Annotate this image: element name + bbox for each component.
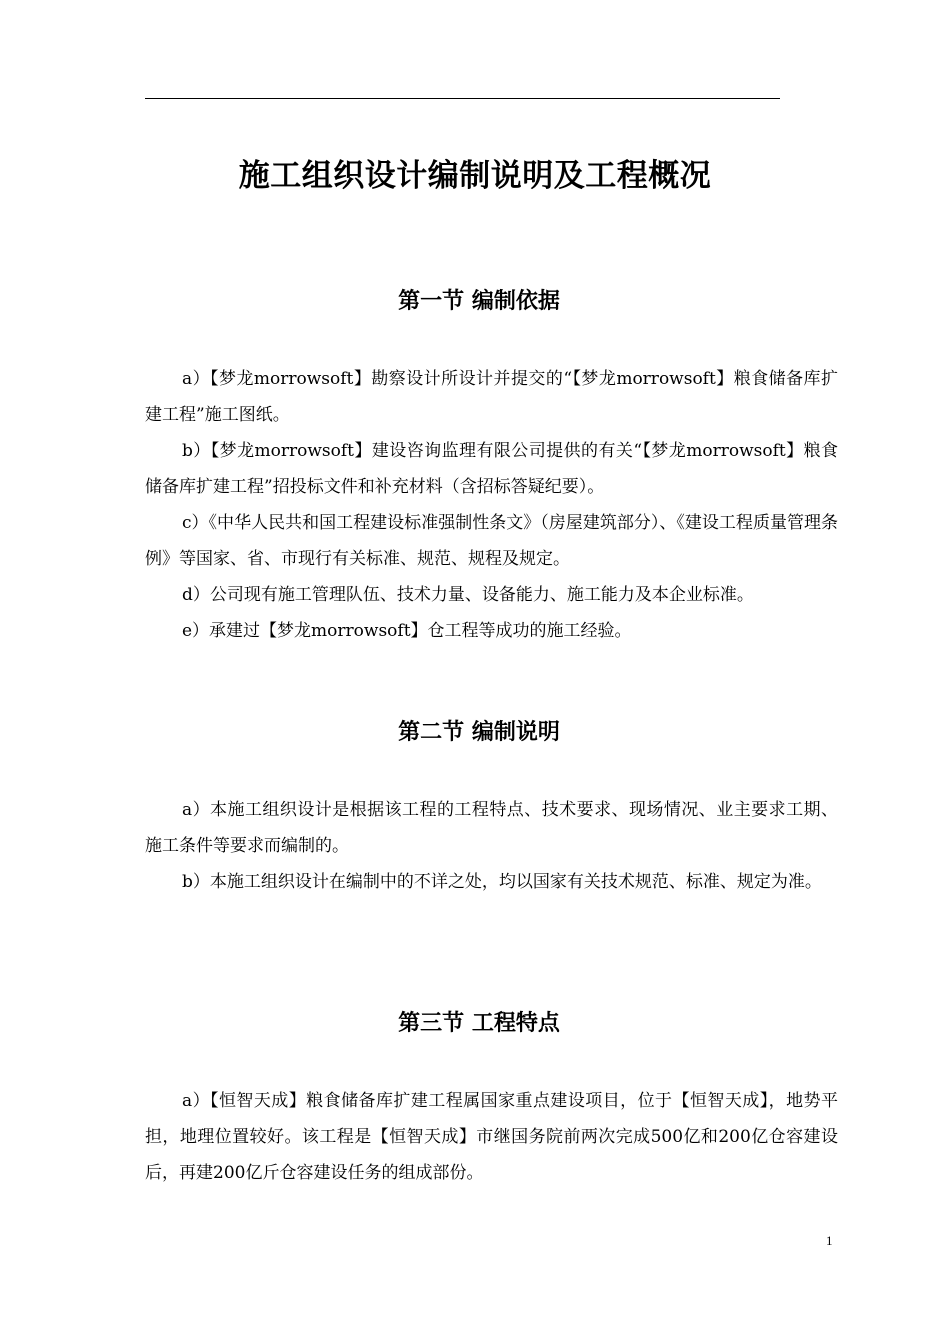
header-rule	[145, 98, 780, 99]
paragraph-2b: b）本施工组织设计在编制中的不详之处，均以国家有关技术规范、标准、规定为准。	[182, 872, 822, 892]
section-heading-1: 第一节 编制依据	[398, 289, 560, 314]
paragraph-3a: a）【恒智天成】粮食储备库扩建工程属国家重点建设项目，位于【恒智天成】，地势平担，地理位置较好。该工程是【恒智天成】市继国务院前两次完成500亿和200亿仓容建设后，再建200亿斤仓容建设任务的组成部份。	[145, 1091, 838, 1183]
paragraph-1a: a）【梦龙morrowsoft】勘察设计所设计并提交的“【梦龙morrowsoft】粮食储备库扩建工程”施工图纸。	[145, 369, 838, 425]
paragraph-1e: e）承建过【梦龙morrowsoft】仓工程等成功的施工经验。	[182, 621, 632, 641]
section-heading-3: 第三节 工程特点	[398, 1011, 560, 1036]
paragraph-2a: a）本施工组织设计是根据该工程的工程特点、技术要求、现场情况、业主要求工期、施工条件等要求而编制的。	[145, 800, 838, 856]
paragraph-1b: b）【梦龙morrowsoft】建设咨询监理有限公司提供的有关“【梦龙morrowsoft】粮食储备库扩建工程”招投标文件和补充材料（含招标答疑纪要）。	[145, 441, 838, 497]
page-number: 1	[826, 1233, 833, 1248]
paragraph-1d: d）公司现有施工管理队伍、技术力量、设备能力、施工能力及本企业标准。	[182, 585, 754, 605]
document-title: 施工组织设计编制说明及工程概况	[238, 158, 712, 194]
section-heading-2: 第二节 编制说明	[398, 720, 560, 745]
paragraph-1c: c）《中华人民共和国工程建设标准强制性条文》（房屋建筑部分）、《建设工程质量管理条例》等国家、省、市现行有关标准、规范、规程及规定。	[145, 513, 838, 569]
